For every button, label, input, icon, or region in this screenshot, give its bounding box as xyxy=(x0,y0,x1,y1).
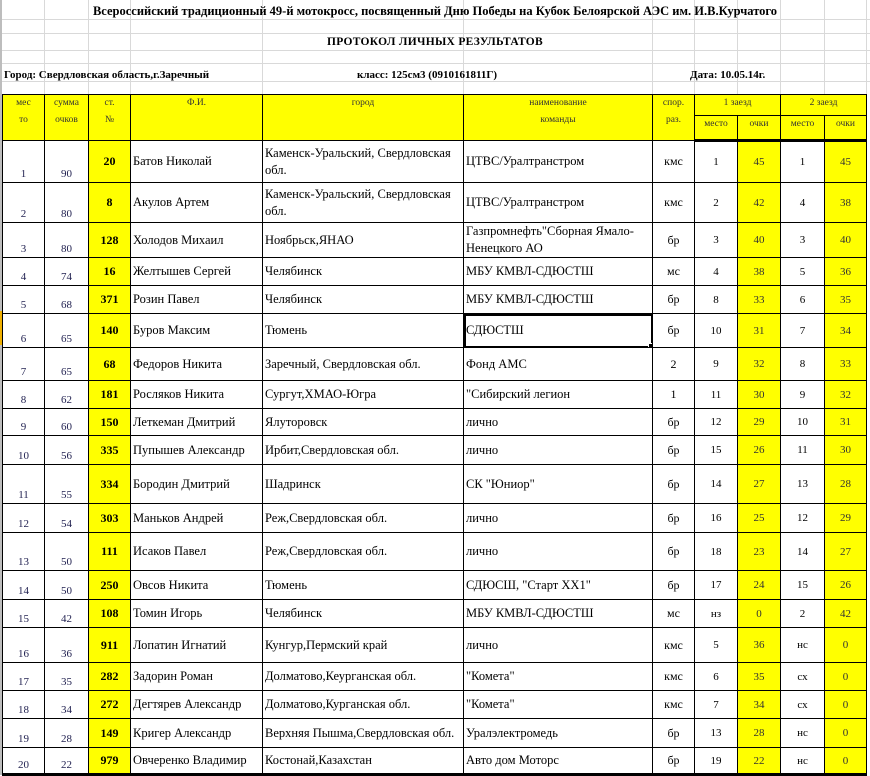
start-number-cell[interactable]: 250 xyxy=(89,571,131,600)
race2-place-cell[interactable]: 6 xyxy=(781,286,825,314)
place-cell[interactable]: 1 xyxy=(3,141,45,183)
table-row xyxy=(3,628,867,663)
place-cell[interactable]: 14 xyxy=(3,571,45,600)
race1-points-cell[interactable]: 28 xyxy=(738,719,781,748)
start-number-cell[interactable]: 371 xyxy=(89,286,131,314)
race2-points-cell[interactable]: 0 xyxy=(825,663,867,691)
place-cell[interactable]: 17 xyxy=(3,663,45,691)
race1-place-cell[interactable]: 17 xyxy=(695,571,738,600)
city-cell[interactable]: Верхняя Пышма,Свердловская обл. xyxy=(263,719,464,748)
rider-name-cell[interactable]: Розин Павел xyxy=(131,286,263,314)
sum-cell[interactable]: 36 xyxy=(45,628,89,663)
rider-name-cell[interactable]: Кригер Александр xyxy=(131,719,263,748)
start-number-cell[interactable]: 181 xyxy=(89,381,131,409)
team-cell[interactable]: "Комета" xyxy=(464,663,653,691)
race1-place-cell[interactable]: 8 xyxy=(695,286,738,314)
rider-name-cell[interactable]: Буров Максим xyxy=(131,314,263,348)
race2-points-cell[interactable]: 30 xyxy=(825,436,867,465)
rider-name-cell[interactable]: Овсов Никита xyxy=(131,571,263,600)
start-number-cell[interactable]: 282 xyxy=(89,663,131,691)
table-row xyxy=(3,381,867,409)
table-row xyxy=(3,533,867,571)
city-cell[interactable]: Сургут,ХМАО-Югра xyxy=(263,381,464,409)
sport-rank-cell[interactable]: 2 xyxy=(653,348,695,381)
race1-place-cell[interactable]: 4 xyxy=(695,258,738,286)
race2-points-cell[interactable]: 0 xyxy=(825,691,867,719)
race2-place-cell[interactable]: 5 xyxy=(781,258,825,286)
race2-points-cell[interactable]: 32 xyxy=(825,381,867,409)
race1-points-cell[interactable]: 27 xyxy=(738,465,781,504)
place-cell[interactable]: 5 xyxy=(3,286,45,314)
race2-place-cell[interactable]: 4 xyxy=(781,183,825,223)
header-city[interactable]: город xyxy=(263,95,464,141)
race1-place-cell[interactable]: 12 xyxy=(695,409,738,436)
team-cell[interactable]: ЦТВС/Уралтранстром xyxy=(464,141,653,183)
header-race1-points[interactable]: очки xyxy=(738,116,781,141)
team-cell[interactable]: СДЮСШ, "Старт ХХ1" xyxy=(464,571,653,600)
race2-points-cell[interactable]: 28 xyxy=(825,465,867,504)
table-row xyxy=(3,465,867,504)
place-cell[interactable]: 7 xyxy=(3,348,45,381)
race2-place-cell[interactable]: 13 xyxy=(781,465,825,504)
sum-cell[interactable]: 65 xyxy=(45,314,89,348)
sport-rank-cell[interactable]: бр xyxy=(653,719,695,748)
race2-place-cell[interactable]: 11 xyxy=(781,436,825,465)
place-cell[interactable]: 4 xyxy=(3,258,45,286)
place-cell[interactable]: 19 xyxy=(3,719,45,748)
rider-name-cell[interactable]: Дегтярев Александр xyxy=(131,691,263,719)
table-row xyxy=(3,571,867,600)
table-row xyxy=(3,504,867,533)
sport-rank-cell[interactable]: бр xyxy=(653,465,695,504)
city-cell[interactable]: Челябинск xyxy=(263,600,464,628)
protocol-title: ПРОТОКОЛ ЛИЧНЫХ РЕЗУЛЬТАТОВ xyxy=(326,36,544,48)
race2-place-cell[interactable]: сх xyxy=(781,663,825,691)
race1-place-cell[interactable]: 11 xyxy=(695,381,738,409)
header-race1-place[interactable]: место xyxy=(695,116,738,141)
sport-rank-cell[interactable]: кмс xyxy=(653,691,695,719)
rider-name-cell[interactable]: Исаков Павел xyxy=(131,533,263,571)
table-row xyxy=(3,436,867,465)
team-cell[interactable]: Уралэлектромедь xyxy=(464,719,653,748)
date-label: Дата: 10.05.14г. xyxy=(690,69,766,81)
race1-place-cell[interactable]: 13 xyxy=(695,719,738,748)
rider-name-cell[interactable]: Бородин Дмитрий xyxy=(131,465,263,504)
city-cell[interactable]: Долматово,Кеурганская обл. xyxy=(263,663,464,691)
race1-place-cell[interactable]: 2 xyxy=(695,183,738,223)
race2-points-cell[interactable]: 38 xyxy=(825,183,867,223)
place-cell[interactable]: 15 xyxy=(3,600,45,628)
race2-place-cell[interactable]: нс xyxy=(781,719,825,748)
place-cell[interactable]: 6 xyxy=(3,314,45,348)
race1-points-cell[interactable]: 31 xyxy=(738,314,781,348)
header-race1[interactable]: 1 заезд xyxy=(695,95,781,116)
sport-rank-cell[interactable]: бр xyxy=(653,223,695,258)
race2-points-cell[interactable]: 0 xyxy=(825,748,867,775)
table-row xyxy=(3,141,867,183)
rider-name-cell[interactable]: Желтышев Сергей xyxy=(131,258,263,286)
header-sum[interactable]: сумма очков xyxy=(45,95,89,141)
sum-cell[interactable]: 90 xyxy=(45,141,89,183)
race1-points-cell[interactable]: 23 xyxy=(738,533,781,571)
place-cell[interactable]: 3 xyxy=(3,223,45,258)
sport-rank-cell[interactable]: мс xyxy=(653,600,695,628)
city-cell[interactable]: Челябинск xyxy=(263,286,464,314)
city-cell[interactable]: Ялуторовск xyxy=(263,409,464,436)
rider-name-cell[interactable]: Леткеман Дмитрий xyxy=(131,409,263,436)
rider-name-cell[interactable]: Маньков Андрей xyxy=(131,504,263,533)
table-row xyxy=(3,183,867,223)
race2-points-cell[interactable]: 29 xyxy=(825,504,867,533)
race1-place-cell[interactable]: 15 xyxy=(695,436,738,465)
race1-place-cell[interactable]: 18 xyxy=(695,533,738,571)
start-number-cell[interactable]: 334 xyxy=(89,465,131,504)
start-number-cell[interactable]: 8 xyxy=(89,183,131,223)
race2-place-cell[interactable]: сх xyxy=(781,691,825,719)
team-cell[interactable]: Газпромнефть"Сборная Ямало-Ненецкого АО xyxy=(464,223,653,258)
city-cell[interactable]: Каменск-Уральский, Свердловская обл. xyxy=(263,183,464,223)
start-number-cell[interactable]: 68 xyxy=(89,348,131,381)
race1-place-cell[interactable]: 6 xyxy=(695,663,738,691)
city-label: Город: Свердловская область,г.Заречный xyxy=(4,69,210,81)
race2-points-cell[interactable]: 34 xyxy=(825,314,867,348)
sum-cell[interactable]: 56 xyxy=(45,436,89,465)
race2-points-cell[interactable]: 33 xyxy=(825,348,867,381)
race1-place-cell[interactable]: 7 xyxy=(695,691,738,719)
sum-cell[interactable]: 65 xyxy=(45,348,89,381)
sum-cell[interactable]: 28 xyxy=(45,719,89,748)
sport-rank-cell[interactable]: 1 xyxy=(653,381,695,409)
sport-rank-cell[interactable]: мс xyxy=(653,258,695,286)
race2-points-cell[interactable]: 35 xyxy=(825,286,867,314)
rider-name-cell[interactable]: Холодов Михаил xyxy=(131,223,263,258)
start-number-cell[interactable]: 149 xyxy=(89,719,131,748)
rider-name-cell[interactable]: Томин Игорь xyxy=(131,600,263,628)
race1-points-cell[interactable]: 26 xyxy=(738,436,781,465)
place-cell[interactable]: 20 xyxy=(3,748,45,775)
race1-place-cell[interactable]: 10 xyxy=(695,314,738,348)
table-row xyxy=(3,409,867,436)
sport-rank-cell[interactable]: кмс xyxy=(653,183,695,223)
sport-rank-cell[interactable]: кмс xyxy=(653,141,695,183)
rider-name-cell[interactable]: Росляков Никита xyxy=(131,381,263,409)
city-cell[interactable]: Каменск-Уральский, Свердловская обл. xyxy=(263,141,464,183)
event-title: Всероссийский традиционный 49-й мотокросс, посвященный Дню Победы на Кубок Белоярской АЭС им. И.В.Курчатого xyxy=(92,4,778,18)
sum-cell[interactable]: 22 xyxy=(45,748,89,775)
start-number-cell[interactable]: 108 xyxy=(89,600,131,628)
sum-cell[interactable]: 55 xyxy=(45,465,89,504)
race1-points-cell[interactable]: 36 xyxy=(738,628,781,663)
race2-points-cell[interactable]: 31 xyxy=(825,409,867,436)
race1-place-cell[interactable]: 14 xyxy=(695,465,738,504)
race2-place-cell[interactable]: 14 xyxy=(781,533,825,571)
race2-place-cell[interactable]: 3 xyxy=(781,223,825,258)
race1-points-cell[interactable]: 34 xyxy=(738,691,781,719)
start-number-cell[interactable]: 150 xyxy=(89,409,131,436)
team-cell[interactable]: МБУ КМВЛ-СДЮСТШ xyxy=(464,258,653,286)
race1-place-cell[interactable]: 3 xyxy=(695,223,738,258)
header-number[interactable]: ст. № xyxy=(89,95,131,141)
team-cell[interactable]: "Сибирский легион xyxy=(464,381,653,409)
city-cell[interactable]: Заречный, Свердловская обл. xyxy=(263,348,464,381)
sport-rank-cell[interactable]: бр xyxy=(653,314,695,348)
sum-cell[interactable]: 80 xyxy=(45,223,89,258)
header-place[interactable]: мес то xyxy=(3,95,45,141)
rider-name-cell[interactable]: Овчеренко Владимир xyxy=(131,748,263,775)
race1-points-cell[interactable]: 38 xyxy=(738,258,781,286)
city-cell[interactable]: Реж,Свердловская обл. xyxy=(263,533,464,571)
race2-place-cell[interactable]: 1 xyxy=(781,141,825,183)
place-cell[interactable]: 10 xyxy=(3,436,45,465)
table-row xyxy=(3,258,867,286)
sum-cell[interactable]: 54 xyxy=(45,504,89,533)
sport-rank-cell[interactable]: бр xyxy=(653,533,695,571)
race1-points-cell[interactable]: 24 xyxy=(738,571,781,600)
results-body xyxy=(3,141,867,775)
race1-points-cell[interactable]: 42 xyxy=(738,183,781,223)
place-cell[interactable]: 11 xyxy=(3,465,45,504)
sport-rank-cell[interactable]: бр xyxy=(653,748,695,775)
race2-points-cell[interactable]: 27 xyxy=(825,533,867,571)
class-label: класс: 125см3 (0910161811Г) xyxy=(357,69,498,81)
city-cell[interactable]: Ирбит,Свердловская обл. xyxy=(263,436,464,465)
table-row xyxy=(3,600,867,628)
rider-name-cell[interactable]: Федоров Никита xyxy=(131,348,263,381)
team-cell[interactable]: ЦТВС/Уралтранстром xyxy=(464,183,653,223)
race1-points-cell[interactable]: 32 xyxy=(738,348,781,381)
fill-handle[interactable] xyxy=(648,343,653,348)
race2-points-cell[interactable]: 26 xyxy=(825,571,867,600)
team-cell[interactable]: лично xyxy=(464,533,653,571)
table-row xyxy=(3,286,867,314)
sum-cell[interactable]: 80 xyxy=(45,183,89,223)
race2-place-cell[interactable]: 15 xyxy=(781,571,825,600)
sum-cell[interactable]: 74 xyxy=(45,258,89,286)
header-race2-place[interactable]: место xyxy=(781,116,825,141)
sport-rank-cell[interactable]: бр xyxy=(653,286,695,314)
race2-points-cell[interactable]: 42 xyxy=(825,600,867,628)
place-cell[interactable]: 8 xyxy=(3,381,45,409)
race1-points-cell[interactable]: 35 xyxy=(738,663,781,691)
table-row xyxy=(3,748,867,775)
sum-cell[interactable]: 42 xyxy=(45,600,89,628)
city-cell[interactable]: Тюмень xyxy=(263,571,464,600)
team-cell[interactable]: лично xyxy=(464,436,653,465)
race2-points-cell[interactable]: 0 xyxy=(825,719,867,748)
race2-points-cell[interactable]: 36 xyxy=(825,258,867,286)
race1-points-cell[interactable]: 0 xyxy=(738,600,781,628)
city-cell[interactable]: Костонай,Казахстан xyxy=(263,748,464,775)
sport-rank-cell[interactable]: кмс xyxy=(653,663,695,691)
team-cell[interactable]: МБУ КМВЛ-СДЮСТШ xyxy=(464,600,653,628)
team-cell[interactable]: Фонд АМС xyxy=(464,348,653,381)
sum-cell[interactable]: 68 xyxy=(45,286,89,314)
table-row xyxy=(3,719,867,748)
race1-points-cell[interactable]: 25 xyxy=(738,504,781,533)
table-row xyxy=(3,348,867,381)
race1-points-cell[interactable]: 29 xyxy=(738,409,781,436)
race2-place-cell[interactable]: 7 xyxy=(781,314,825,348)
city-cell[interactable]: Шадринск xyxy=(263,465,464,504)
city-cell[interactable]: Ноябрьск,ЯНАО xyxy=(263,223,464,258)
race2-place-cell[interactable]: 2 xyxy=(781,600,825,628)
results-table xyxy=(2,94,867,776)
race1-points-cell[interactable]: 33 xyxy=(738,286,781,314)
start-number-cell[interactable]: 272 xyxy=(89,691,131,719)
race2-place-cell[interactable]: 10 xyxy=(781,409,825,436)
place-cell[interactable]: 16 xyxy=(3,628,45,663)
rider-name-cell[interactable]: Лопатин Игнатий xyxy=(131,628,263,663)
race2-place-cell[interactable]: нс xyxy=(781,628,825,663)
sum-cell[interactable]: 60 xyxy=(45,409,89,436)
city-cell[interactable]: Челябинск xyxy=(263,258,464,286)
start-number-cell[interactable]: 335 xyxy=(89,436,131,465)
race1-place-cell[interactable]: 16 xyxy=(695,504,738,533)
race1-place-cell[interactable]: нз xyxy=(695,600,738,628)
city-cell[interactable]: Реж,Свердловская обл. xyxy=(263,504,464,533)
race1-points-cell[interactable]: 30 xyxy=(738,381,781,409)
city-cell[interactable]: Тюмень xyxy=(263,314,464,348)
race1-points-cell[interactable]: 40 xyxy=(738,223,781,258)
race1-place-cell[interactable]: 19 xyxy=(695,748,738,775)
header-team[interactable]: наименование команды xyxy=(464,95,653,141)
race2-place-cell[interactable]: 8 xyxy=(781,348,825,381)
place-cell[interactable]: 2 xyxy=(3,183,45,223)
sport-rank-cell[interactable]: бр xyxy=(653,409,695,436)
place-cell[interactable]: 18 xyxy=(3,691,45,719)
table-row xyxy=(3,314,867,348)
team-cell[interactable]: лично xyxy=(464,504,653,533)
start-number-cell[interactable]: 111 xyxy=(89,533,131,571)
sum-cell[interactable]: 50 xyxy=(45,533,89,571)
race2-points-cell[interactable]: 45 xyxy=(825,141,867,183)
rider-name-cell[interactable]: Задорин Роман xyxy=(131,663,263,691)
sum-cell[interactable]: 50 xyxy=(45,571,89,600)
header-race2[interactable]: 2 заезд xyxy=(781,95,867,116)
city-cell[interactable]: Кунгур,Пермский край xyxy=(263,628,464,663)
race2-place-cell[interactable]: 9 xyxy=(781,381,825,409)
team-cell[interactable]: лично xyxy=(464,409,653,436)
team-cell[interactable]: СК "Юниор" xyxy=(464,465,653,504)
race2-points-cell[interactable]: 0 xyxy=(825,628,867,663)
place-cell[interactable]: 9 xyxy=(3,409,45,436)
start-number-cell[interactable]: 16 xyxy=(89,258,131,286)
place-cell[interactable]: 12 xyxy=(3,504,45,533)
sport-rank-cell[interactable]: кмс xyxy=(653,628,695,663)
sport-rank-cell[interactable]: бр xyxy=(653,504,695,533)
sum-cell[interactable]: 35 xyxy=(45,663,89,691)
race2-place-cell[interactable]: 12 xyxy=(781,504,825,533)
table-row xyxy=(3,663,867,691)
header-race2-points[interactable]: очки xyxy=(825,116,867,141)
selected-cell[interactable]: СДЮСТШ xyxy=(464,314,653,348)
sum-cell[interactable]: 34 xyxy=(45,691,89,719)
race1-points-cell[interactable]: 22 xyxy=(738,748,781,775)
team-cell[interactable]: "Комета" xyxy=(464,691,653,719)
race1-points-cell[interactable]: 45 xyxy=(738,141,781,183)
sum-cell[interactable]: 62 xyxy=(45,381,89,409)
team-cell[interactable]: МБУ КМВЛ-СДЮСТШ xyxy=(464,286,653,314)
team-cell[interactable]: Авто дом Моторс xyxy=(464,748,653,775)
race2-place-cell[interactable]: нс xyxy=(781,748,825,775)
table-row xyxy=(3,223,867,258)
sport-rank-cell[interactable]: бр xyxy=(653,571,695,600)
start-number-cell[interactable]: 979 xyxy=(89,748,131,775)
race2-points-cell[interactable]: 40 xyxy=(825,223,867,258)
rider-name-cell[interactable]: Акулов Артем xyxy=(131,183,263,223)
start-number-cell[interactable]: 303 xyxy=(89,504,131,533)
start-number-cell[interactable]: 128 xyxy=(89,223,131,258)
sport-rank-cell[interactable]: бр xyxy=(653,436,695,465)
start-number-cell[interactable]: 911 xyxy=(89,628,131,663)
race1-place-cell[interactable]: 5 xyxy=(695,628,738,663)
table-row xyxy=(3,691,867,719)
rider-name-cell[interactable]: Пупышев Александр xyxy=(131,436,263,465)
rider-name-cell[interactable]: Батов Николай xyxy=(131,141,263,183)
city-cell[interactable]: Долматово,Курганская обл. xyxy=(263,691,464,719)
start-number-cell[interactable]: 20 xyxy=(89,141,131,183)
race1-place-cell[interactable]: 9 xyxy=(695,348,738,381)
place-cell[interactable]: 13 xyxy=(3,533,45,571)
team-cell[interactable]: лично xyxy=(464,628,653,663)
start-number-cell[interactable]: 140 xyxy=(89,314,131,348)
race1-place-cell[interactable]: 1 xyxy=(695,141,738,183)
header-name[interactable]: Ф.И. xyxy=(131,95,263,141)
header-rank[interactable]: спор. раз. xyxy=(653,95,695,141)
